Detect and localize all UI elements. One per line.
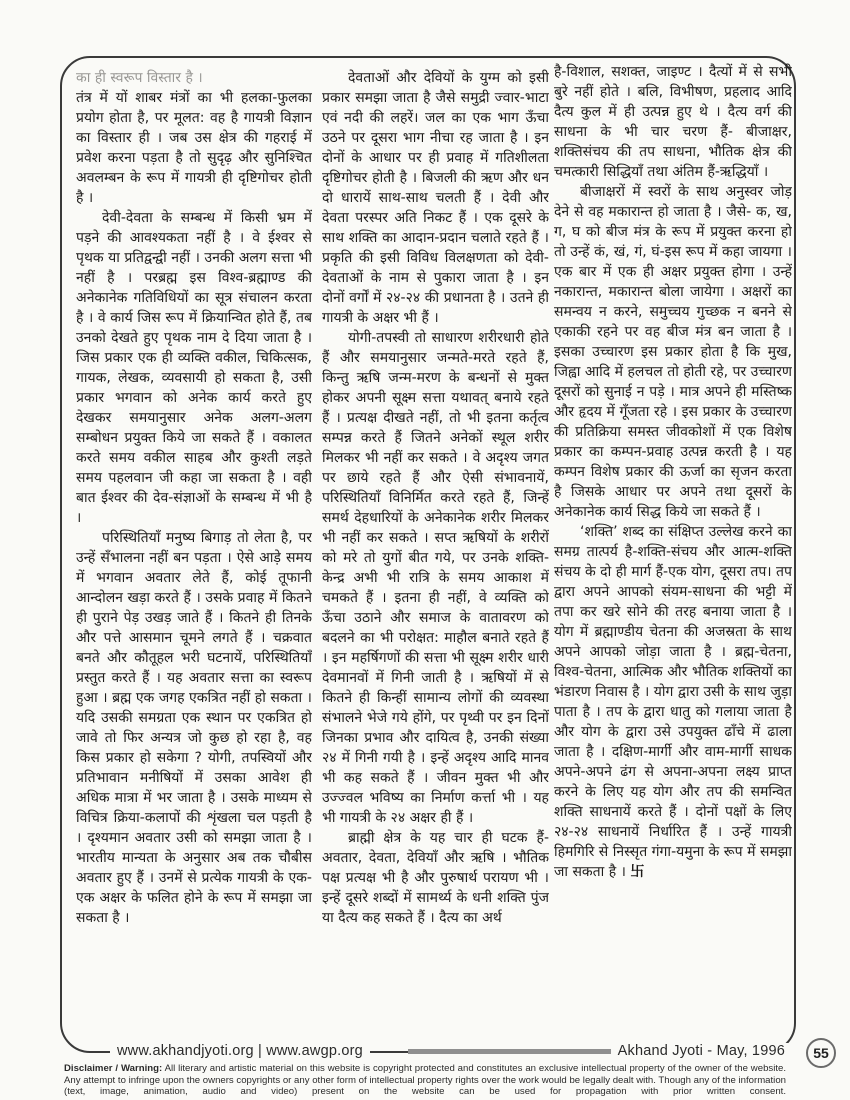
article-end-mark: 卐 xyxy=(630,864,645,880)
article-paragraph: ब्राह्मी क्षेत्र के यह चार ही घटक हैं-अवतार, देवता, देवियाँ और ऋषि । भौतिक पक्ष प्रत्यक्ष भी है और पुरुषार्थ परायण भी । इन्हें दूसरे शब्दों में सामर्थ्य के धनी शक्ति पुंज या दैत्य कह सकते हैं । दैत्य का अर्थ xyxy=(322,830,549,926)
article-paragraph xyxy=(554,522,792,882)
disclaimer-label: Disclaimer / Warning: xyxy=(64,1063,163,1074)
article-paragraph: योगी-तपस्वी तो साधारण शरीरधारी होते हैं और समयानुसार जन्मते-मरते रहते हैं, किन्तु ऋषि जन्म-मरण के बन्धनों से मुक्त होकर अपनी सूक्ष्म सत्ता यथावत् बनाये रहते हैं । प्रत्यक्ष दीखते नहीं, तो भी इतना कर्तृत्व सम्पन्न करते हैं जितने अनेकों स्थूल शरीर मिलकर भी नहीं कर सकते । वे अदृश्य जगत पर छाये रहते हैं और ऐसी संभावनायें, परिस्थितियाँ विनिर्मित करते रहते हैं, जिन्हें समर्थ देहधारियों के अनेकानेक शरीर मिलकर भी नहीं कर सकते । सप्त ऋषियों के शरीरों को मरे तो युगों बीत गये, पर उनके शक्ति-केन्द्र अभी भी रात्रि के समय आकाश में चमकते हैं । इतना ही नहीं, वे व्यक्ति को ऊँचा उठाने और समाज के वातावरण को बदलने का भी परोक्षत: माहौल बनाते रहते हैं । इन महर्षिगणों की सत्ता भी सूक्ष्म शरीर धारी देवमानवों में गिनी जाती है । ऋषियों में से कितने ही किन्हीं सामान्य लोगों की व्यवस्था संभालने भेजे गये होंगे, पर पृथ्वी पर इन दिनों जिनका प्रभाव और दायित्व है, उनकी संख्या २४ में गिनी गयी है । इन्हें अदृश्य आदि मानव भी कह सकते हैं । जीवन मुक्त भी और उज्ज्वल भविष्य का निर्माण कर्त्ता भी । यह भी गायत्री के २४ अक्षर ही हैं । xyxy=(322,330,549,826)
article-paragraph: है-विशाल, सशक्त, जाइण्ट । दैत्यों में से सभी बुरे नहीं होते । बलि, विभीषण, प्रहलाद आदि दैत्य कुल में ही उत्पन्न हुए थे । दैत्य वर्ग की साधना के भी चार चरण हैं- बीजाक्षर, शक्तिसंचय की तप साधना, भौतिक क्षेत्र की चमत्कारी सिद्धियाँ तथा अंतिम हैं-ऋद्धियाँ । xyxy=(554,64,792,180)
article-paragraph: तंत्र में यों शाबर मंत्रों का भी हलका-फुलका प्रयोग होता है, पर मूलत: वह है गायत्री विज्ञान का विस्तार ही । जब उस क्षेत्र की गहराई में प्रवेश करना पड़ता है तो सुदृढ़ और सुनिश्चित अवलम्बन के रूप में गायत्री ही दृष्टिगोचर होती है । xyxy=(76,90,312,206)
article-paragraph-text: ‘शक्ति’ शब्द का संक्षिप्त उल्लेख करने का समग्र तात्पर्य है-शक्ति-संचय और आत्म-शक्ति संचय के दो ही मार्ग हैं-एक योग, दूसरा तप। तप द्वारा अपने आपको संयम-साधना की भट्टी में तपा कर खरे सोने की तरह बनाया जाता है । योग में ब्रह्माण्डीय चेतना की अजस्रता के साथ अपने आपको जोड़ा जाता है । ब्रह्म-चेतना, विश्व-चेतना, आत्मिक और भौतिक शक्तियों का भंडारण निवास है । योग द्वारा उसी के साथ जुड़ा पाता है । तप के द्वारा धातु को गलाया जाता है और योग के द्वारा उसे उपयुक्त ढाँचे में ढाला जाता है । दक्षिण-मार्गी और वाम-मार्गी साधक अपने-अपने ढंग से अपना-अपना लक्ष्य प्राप्त करने के लिए यह योग और तप की समन्वित शक्ति साधनायें करते हैं । दोनों पक्षों के लिए २४-२४ साधनायें निर्धारित हैं । उन्हें गायत्री हिमगिरि से निस्सृत गंगा-यमुना के रूप में समझा जा सकता है । xyxy=(554,524,792,880)
article-paragraph: देवताओं और देवियों के युग्म को इसी प्रकार समझा जाता है जैसे समुद्री ज्वार-भाटा एवं नदी की लहरें। जल का एक भाग ऊँचा उठने पर दूसरा भाग नीचा रह जाता है । इन दोनों के आधार पर ही प्रवाह में गतिशीलता दृष्टिगोचर होती है । बिजली की ऋण और धन दो धारायें साथ-साथ चलती हैं । देवी और देवता परस्पर अति निकट हैं । एक दूसरे के साथ शक्ति का आदान-प्रदान चलाते रहते हैं । प्रकृति की इसी विविध विलक्षणता को देवी-देवताओं के नाम से पुकारा जाता है । इन दोनों वर्गों में २४-२४ की प्रधानता है । उतने ही गायत्री के अक्षर भी हैं । xyxy=(322,70,549,326)
page-number: 55 xyxy=(813,1045,829,1061)
article-paragraph: देवी-देवता के सम्बन्ध में किसी भ्रम में पड़ने की आवश्यकता नहीं है । वे ईश्वर से पृथक या प्रतिद्वन्द्वी नहीं । उनकी अलग सत्ता भी नहीं है । परब्रह्म इस विश्व-ब्रह्माण्ड की अनेकानेक गतिविधियों का सूत्र संचालन करता है । वे कार्य जिस रूप में क्रियान्वित होते हैं, तब उनको देखते हुए पृथक नाम दे दिया जाता है । जिस प्रकार एक ही व्यक्ति वकील, चिकित्सक, गायक, लेखक, व्यवसायी हो सकता है, उसी प्रकार भगवान को अनेक कार्य करते हुए देखकर समयानुसार अनेक अलग-अलग सम्बोधन प्रयुक्त किये जा सकते हैं । वकालत करते समय वकील साहब और कुश्ती लड़ते समय पहलवान जी कहा जा सकता है । वही बात ईश्वर की देव-संज्ञाओं के सम्बन्ध में भी है । xyxy=(76,210,312,526)
article-paragraph: परिस्थितियाँ मनुष्य बिगाड़ तो लेता है, पर उन्हें सँभालना नहीं बन पड़ता । ऐसे आड़े समय में भगवान अवतार लेते हैं, कोई तूफानी आन्दोलन खड़ा करते हैं । उसके प्रवाह में कितने ही पुराने पेड़ उखड़ जाते हैं । कितने ही तिनके और पत्ते आसमान चूमने लगते हैं । चक्रवात बनते और कौतूहल भरी घटनायें, परिस्थितियाँ प्रस्तुत करते हैं । यह अवतार सत्ता का स्वरूप हुआ । ब्रह्म एक जगह एकत्रित नहीं हो सकता । यदि उसकी समग्रता एक स्थान पर एकत्रित हो जावे तो फिर अन्यत्र जो कुछ हो रहा है, वह किस प्रकार हो सकेगा ? योगी, तपस्वियों और प्रतिभावान मनीषियों में उसका आवेश ही अधिक मात्रा में भर जाता है । उसके माध्यम से विचित्र क्रिया-कलापों की शृंखला चल पड़ती है । दृश्यमान अवतार उसी को समझा जाता है । भारतीय मान्यता के अनुसार अब तक चौबीस अवतार हुए हैं । उनमें से प्रत्येक गायत्री के एक-एक अक्षर के फलित होने के रूप में समझा जा सकता है । xyxy=(76,530,312,926)
article-column-1 xyxy=(76,68,312,1016)
article-paragraph: बीजाक्षरों में स्वरों के साथ अनुस्वर जोड़ देने से वह मकारान्त हो जाता है । जैसे- क, ख, ग, घ को बीज मंत्र के रूप में प्रयुक्त करना हो तो उन्हें कं, खं, गं, घं-इस रूप में कहा जायगा । एक बार में एक ही अक्षर प्रयुक्त होगा । उन्हें नकारान्त, मकारान्त बोला जायेगा । अक्षरों का समन्वय न करने, समुच्चय गुच्छक न बनने से एकाकी रहने पर वह बीज मंत्र बन जाता है । इसका उच्चारण इस प्रकार होता है कि मुख, जिह्वा आदि में हलचल तो होती रहे, पर उच्चारण दूसरों को सुनाई न पड़े । मात्र अपने ही मस्तिष्क और हृदय में गूँजता रहे । इस प्रकार के उच्चारण की प्रतिक्रिया समस्त जीवकोशों में एक विशेष प्रकार का कम्पन-प्रवाह उत्पन्न करती है । यह कम्पन विशेष प्रकार की ऊर्जा का सृजन करता है जिसके आधार पर अपने तथा दूसरों के अनेकानेक कार्य सिद्ध किये जा सकते हैं । xyxy=(554,184,792,520)
article-paragraph: का ही स्वरूप विस्तार है । xyxy=(76,70,203,86)
footer-divider-line xyxy=(408,1049,636,1054)
article-column-3 xyxy=(554,62,792,1016)
article-column-2 xyxy=(322,68,549,1016)
disclaimer-text-block xyxy=(64,1063,786,1098)
footer-magazine-title: Akhand Jyoti - May, 1996 xyxy=(611,1043,792,1059)
footer-website-links: www.akhandjyoti.org | www.awgp.org xyxy=(110,1043,370,1059)
disclaimer-body: All literary and artistic material on this website is copyright protected and constitutes an exclusive intellectual property of the owner of the website. Any attempt to infringe upon the owners copyrights or any other form of intellectual property rights over the work would be legally dealt with. Though any of the information (text, image, animation, audio and video) present on the website can be used for propagation with prior written consent. xyxy=(64,1063,786,1098)
page-number-badge xyxy=(806,1038,836,1068)
